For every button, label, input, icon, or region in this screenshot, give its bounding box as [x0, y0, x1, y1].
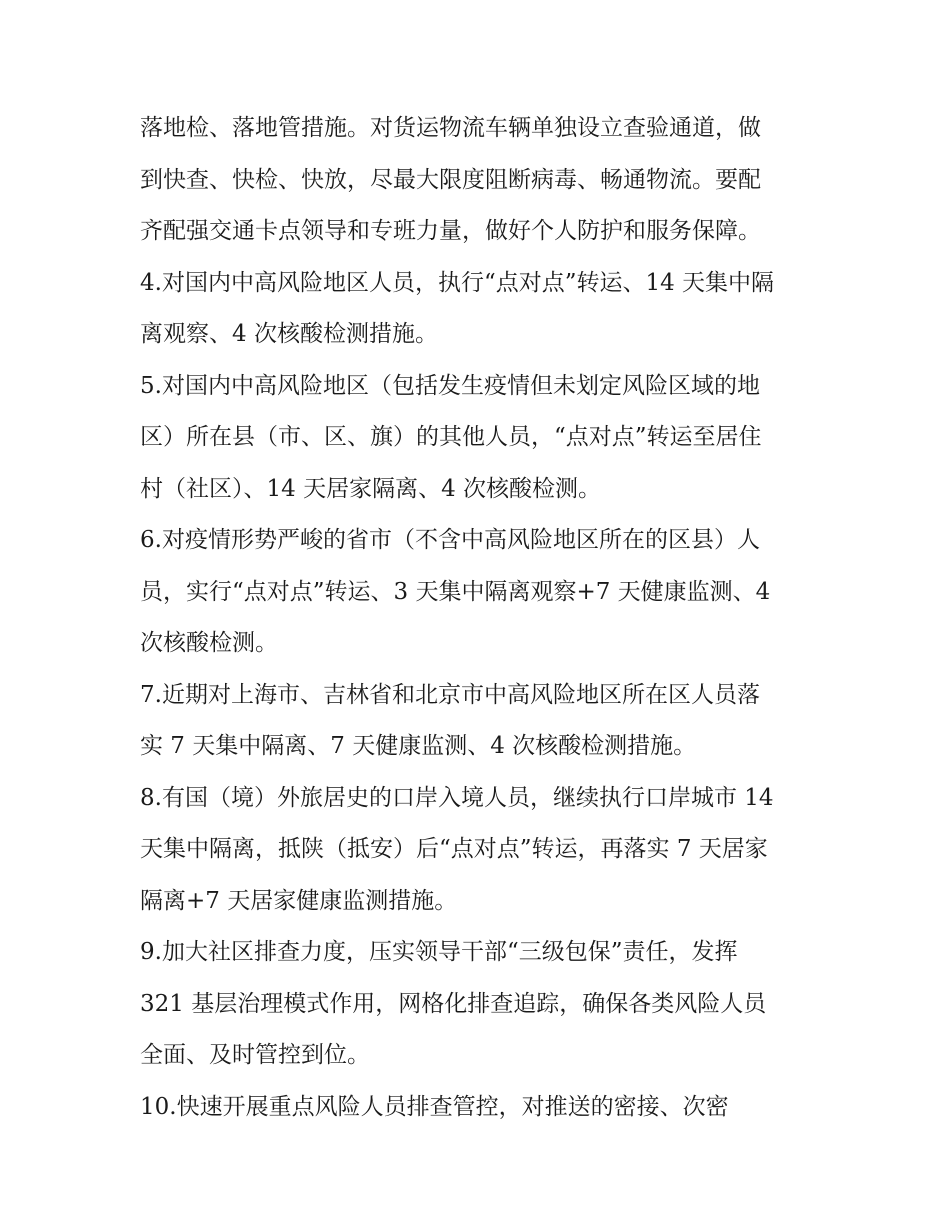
text-line: 321 基层治理模式作用，网格化排查追踪，确保各类风险人员 [140, 990, 767, 1017]
text-line: 离观察、4 次核酸检测措施。 [140, 321, 438, 347]
text-line: 10.快速开展重点风险人员排查管控，对推送的密接、次密 [140, 1093, 729, 1120]
text-line: 6.对疫情形势严峻的省市（不含中高风险地区所在的区县）人 [140, 527, 760, 553]
text-line: 4.对国内中高风险地区人员，执行“点对点”转运、14 天集中隔 [140, 269, 775, 296]
body-text [140, 103, 830, 1133]
text-line: 到快查、快检、快放，尽最大限度阻断病毒、畅通物流。要配 [140, 166, 761, 193]
text-line: 7.近期对上海市、吉林省和北京市中高风险地区所在区人员落 [140, 681, 760, 708]
text-line: 隔离+7 天居家健康监测措施。 [140, 887, 458, 914]
text-line: 村（社区）、14 天居家隔离、4 次核酸检测。 [140, 475, 602, 502]
text-line: 落地检、落地管措施。对货运物流车辆单独设立查验通道，做 [140, 115, 761, 141]
text-line: 区）所在县（市、区、旗）的其他人员，“点对点”转运至居住 [140, 424, 762, 450]
text-line: 5.对国内中高风险地区（包括发生疫情但未划定风险区域的地 [140, 372, 760, 399]
text-line: 实 7 天集中隔离、7 天健康监测、4 次核酸检测措施。 [140, 733, 697, 759]
text-line: 全面、及时管控到位。 [140, 1042, 370, 1068]
text-line: 天集中隔离，抵陕（抵安）后“点对点”转运，再落实 7 天居家 [140, 836, 768, 862]
text-line: 员，实行“点对点”转运、3 天集中隔离观察+7 天健康监测、4 [140, 578, 771, 605]
text-line: 次核酸检测。 [140, 630, 278, 656]
text-line: 9.加大社区排查力度，压实领导干部“三级包保”责任，发挥 [140, 939, 738, 965]
text-line: 齐配强交通卡点领导和专班力量，做好个人防护和服务保障。 [140, 218, 761, 244]
text-line: 8.有国（境）外旅居史的口岸入境人员，继续执行口岸城市 14 [140, 784, 774, 811]
